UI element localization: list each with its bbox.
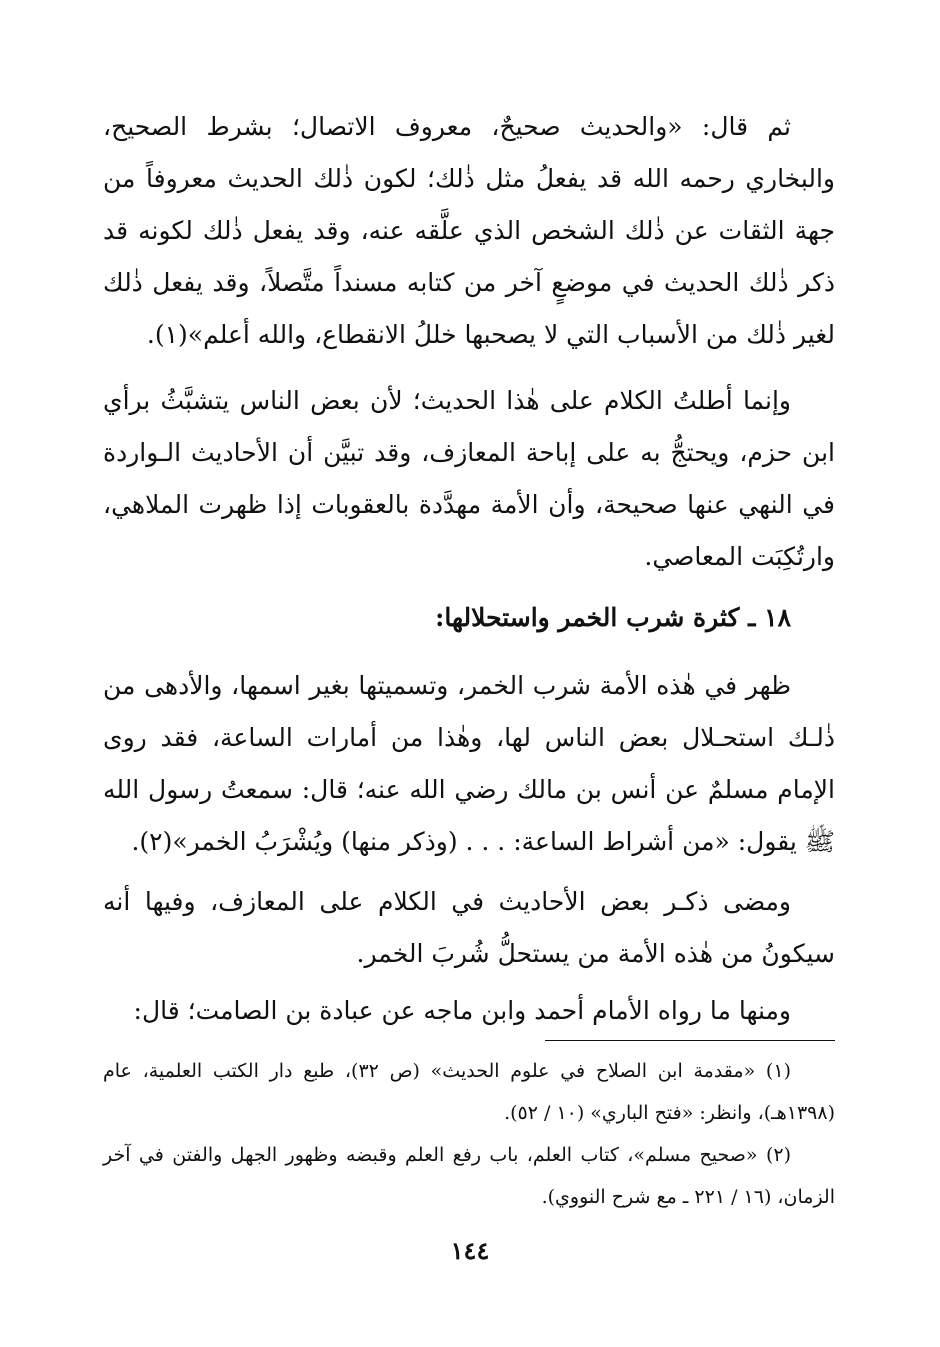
footnotes [103, 1050, 835, 1218]
main-text-5 [103, 985, 835, 1037]
main-text-2 [103, 375, 835, 583]
footnote-2: (٢) «صحيح مسلم»، كتاب العلم، باب رفع العلم وقبضه وظهور الجهل والفتن في آخر الزمان، (١٦ / ٢٢١ ـ مع شرح النووي). [103, 1144, 835, 1208]
paragraph-maazif: ومضى ذكـر بعض الأحاديث في الكلام على المعازف، وفيها أنه سيكونُ من هٰذه الأمة من يستحلُّ شُربَ الخمر. [103, 887, 835, 968]
footnote-1: (١) «مقدمة ابن الصلاح في علوم الحديث» (ص ٣٢)، طبع دار الكتب العلمية، عام (١٣٩٨هـ)، وانظر: «فتح الباري» (١٠ / ٥٢). [103, 1060, 835, 1124]
main-text-4 [103, 876, 835, 980]
page-number: ١٤٤ [450, 1236, 490, 1265]
main-text-3 [103, 660, 835, 868]
main-text [103, 101, 835, 361]
paragraph-ibn-hazm: وإنما أطلتُ الكلام على هٰذا الحديث؛ لأن بعض الناس يتشبَّثُ برأي ابن حزم، ويحتجُّ به على إباحة المعازف، وقد تبيَّن أن الأحاديث الـواردة في النهي عنها صحيحة، وأن الأمة مهدَّدة بالعقوبات إذا ظهرت الملاهي، وارتُكِبَت المعاصي. [103, 386, 835, 571]
paragraph-ubada: ومنها ما رواه الأمام أحمد وابن ماجه عن عبادة بن الصامت؛ قال: [133, 996, 791, 1025]
footnote-separator [545, 1040, 835, 1041]
section-heading-block [103, 592, 835, 644]
section-heading: ١٨ ـ كثرة شرب الخمر واستحلالها: [435, 603, 791, 632]
paragraph-wine: ظهر في هٰذه الأمة شرب الخمر، وتسميتها بغير اسمها، والأدهى من ذٰلـك استحـلال بعض الناس لها، وهٰذا من أمارات الساعة، فقد روى الإمام مسلمٌ عن أنس بن مالك رضي الله عنه؛ قال: سمعتُ رسول الله ﷺ يقول: «من أشراط الساعة: . . . (وذكر منها) ويُشْرَبُ الخمر»(٢). [103, 671, 835, 856]
paragraph-ibn-salah-quote: ثم قال: «والحديث صحيحٌ، معروف الاتصال؛ بشرط الصحيح، والبخاري رحمه الله قد يفعلُ مثل ذٰلك؛ لكون ذٰلك الحديث معروفاً من جهة الثقات عن ذٰلك الشخص الذي علَّقه عنه، وقد يفعل ذٰلك لكونه قد ذكر ذٰلك الحديث في موضعٍ آخر من كتابه مسنداً متَّصلاً، وقد يفعل ذٰلك لغير ذٰلك من الأسباب التي لا يصحبها خللُ الانقطاع، والله أعلم»(١). [103, 112, 835, 349]
